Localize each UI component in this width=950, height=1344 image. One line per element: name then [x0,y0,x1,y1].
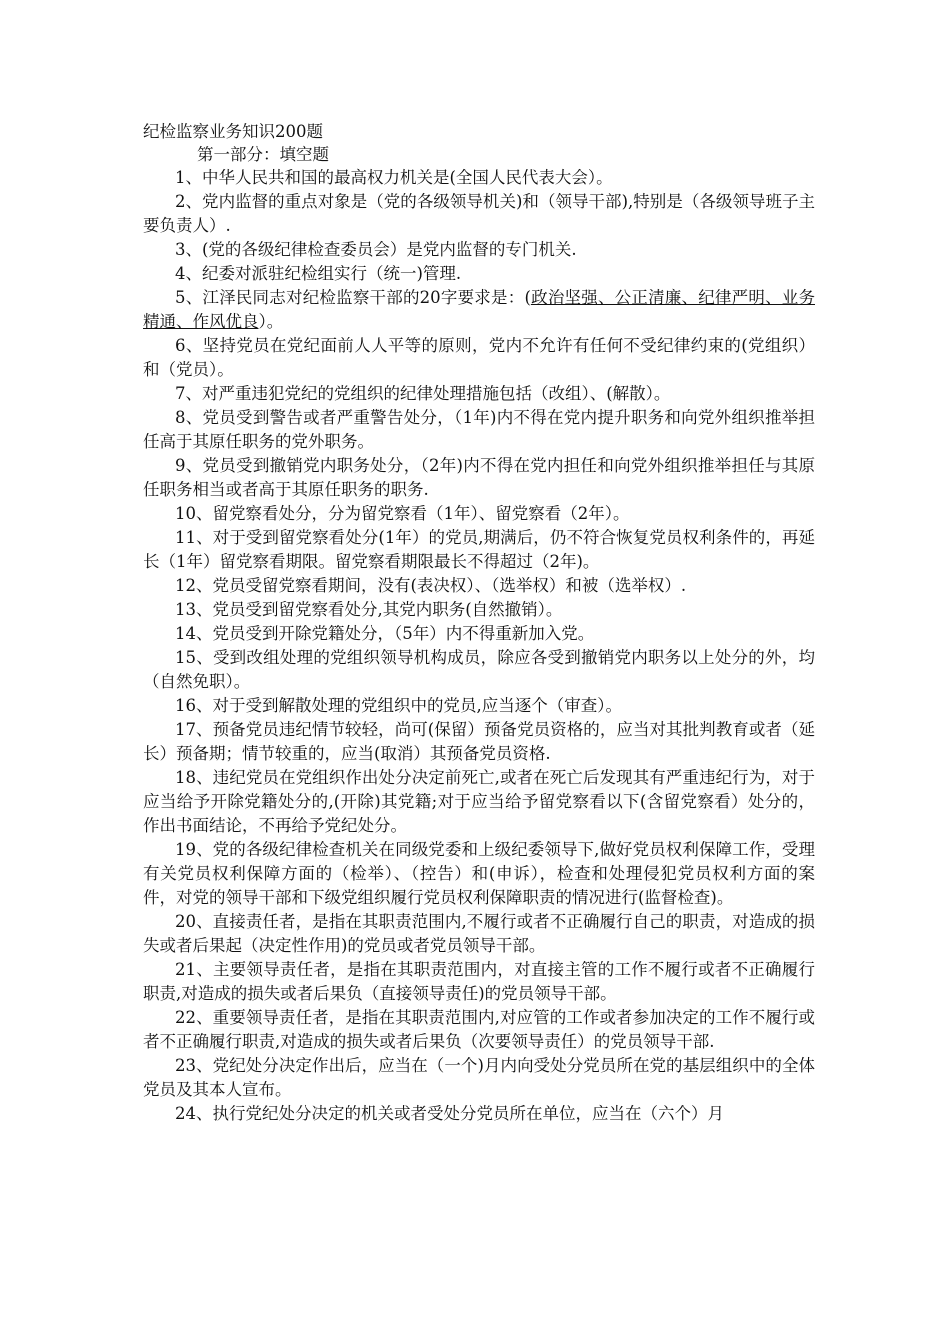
document-title: 纪检监察业务知识200题 [143,122,323,141]
question-item: 1、中华人民共和国的最高权力机关是(全国人民代表大会）。 [175,168,613,187]
question-list [143,166,815,1126]
underlined-answer: 政治坚强、公正清廉、纪律严明、业务精通、作风优良 [143,288,815,331]
question-item: 4、纪委对派驻纪检组实行（统一)管理. [175,264,462,283]
question-item: 16、对于受到解散处理的党组织中的党员,应当逐个（审查）。 [175,696,622,715]
question-item: 6、坚持党员在党纪面前人人平等的原则，党内不允许有任何不受纪律约束的(党组织）和（党员）。 [143,336,815,379]
question-item: 11、对于受到留党察看处分(1年）的党员,期满后，仍不符合恢复党员权利条件的，再延长（1年）留党察看期限。留党察看期限最长不得超过（2年)。 [143,528,815,571]
question-item: 13、党员受到留党察看处分,其党内职务(自然撤销）。 [175,600,563,619]
question-item: 18、违纪党员在党组织作出处分决定前死亡,或者在死亡后发现其有严重违纪行为，对于应当给予开除党籍处分的,(开除)其党籍;对于应当给予留党察看以下(含留党察看）处分的，作出书面结论，不再给予党纪处分。 [143,768,815,835]
question-item: 23、党纪处分决定作出后，应当在（一个)月内向受处分党员所在党的基层组织中的全体党员及其本人宣布。 [143,1056,815,1099]
question-item: 21、主要领导责任者，是指在其职责范围内，对直接主管的工作不履行或者不正确履行职责,对造成的损失或者后果负（直接领导责任)的党员领导干部。 [143,960,815,1003]
question-item: 19、党的各级纪律检查机关在同级党委和上级纪委领导下,做好党员权利保障工作，受理有关党员权利保障方面的（检举）、（控告）和(申诉），检查和处理侵犯党员权利方面的案件，对党的领导干部和下级党组织履行党员权利保障职责的情况进行(监督检查)。 [143,840,815,907]
question-item: 3、(党的各级纪律检查委员会）是党内监督的专门机关. [175,240,577,259]
question-item: 15、受到改组处理的党组织领导机构成员，除应各受到撤销党内职务以上处分的外，均（自然免职）。 [143,648,815,691]
question-item: 9、党员受到撤销党内职务处分，（2年)内不得在党内担任和向党外组织推举担任与其原任职务相当或者高于其原任职务的职务. [143,456,815,499]
question-item: 24、执行党纪处分决定的机关或者受处分党员所在单位，应当在（六个）月 [175,1104,724,1123]
question-item: 14、党员受到开除党籍处分，（5年）内不得重新加入党。 [175,624,595,643]
document-page [143,120,815,1126]
question-item: 22、重要领导责任者，是指在其职责范围内,对应管的工作或者参加决定的工作不履行或者不正确履行职责,对造成的损失或者后果负（次要领导责任）的党员领导干部. [143,1008,815,1051]
question-item: 8、党员受到警告或者严重警告处分，（1年)内不得在党内提升职务和向党外组织推举担任高于其原任职务的党外职务。 [143,408,815,451]
question-item: 12、党员受留党察看期间，没有(表决权）、（选举权）和被（选举权）. [175,576,687,595]
question-item: 5、江泽民同志对纪检监察干部的20字要求是：(政治坚强、公正清廉、纪律严明、业务精通、作风优良）。 [143,288,815,331]
question-item: 7、对严重违犯党纪的党组织的纪律处理措施包括（改组）、(解散）。 [175,384,671,403]
question-item: 17、预备党员违纪情节较轻，尚可(保留）预备党员资格的，应当对其批判教育或者（延长）预备期；情节较重的，应当(取消）其预备党员资格. [143,720,815,763]
section-heading: 第一部分：填空题 [197,145,329,164]
question-item: 20、直接责任者，是指在其职责范围内,不履行或者不正确履行自己的职责，对造成的损失或者后果起（决定性作用)的党员或者党员领导干部。 [143,912,815,955]
question-item: 2、党内监督的重点对象是（党的各级领导机关)和（领导干部),特别是（各级领导班子主要负责人）. [143,192,815,235]
question-item: 10、留党察看处分，分为留党察看（1年）、留党察看（2年）。 [175,504,630,523]
